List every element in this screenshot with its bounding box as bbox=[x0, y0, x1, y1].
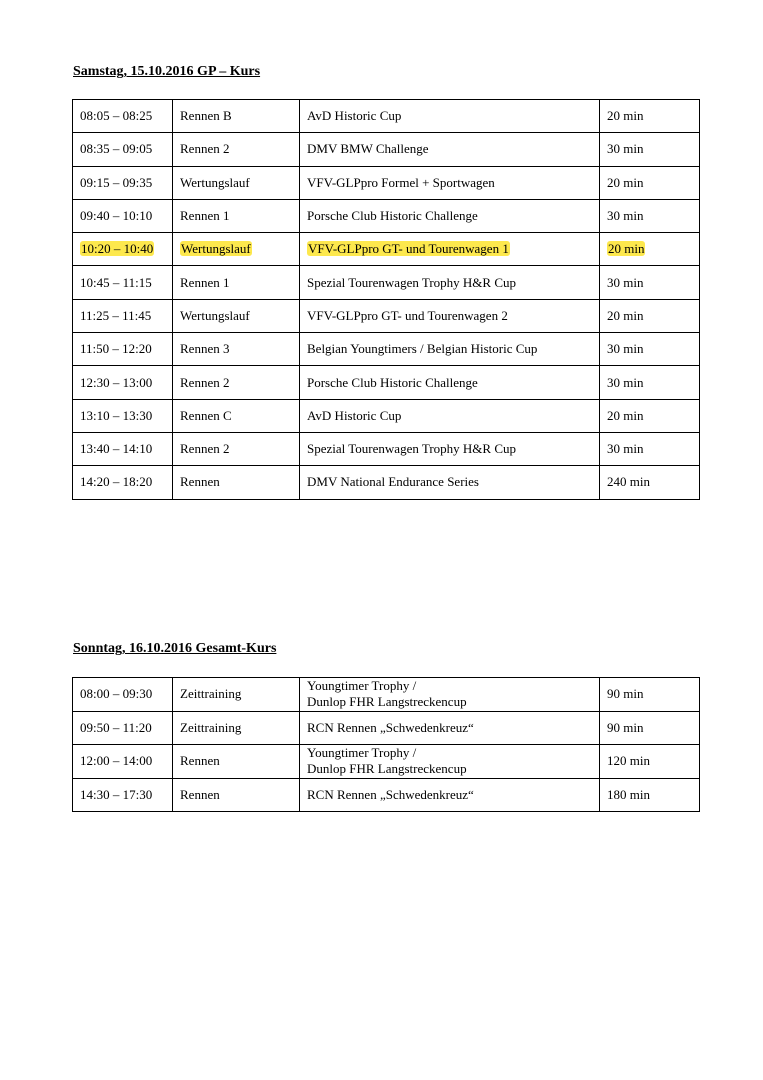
session-type-cell bbox=[173, 399, 300, 432]
time-cell bbox=[73, 399, 173, 432]
duration-cell bbox=[600, 333, 700, 366]
duration-cell-text: 30 min bbox=[607, 208, 644, 224]
session-type-cell bbox=[173, 100, 300, 133]
duration-cell bbox=[600, 711, 700, 745]
session-type-cell-text: Rennen 1 bbox=[180, 208, 230, 224]
time-cell-text: 11:25 – 11:45 bbox=[80, 307, 152, 323]
duration-cell bbox=[600, 745, 700, 779]
series-line: Youngtimer Trophy / bbox=[307, 678, 417, 694]
time-cell-text: 13:40 – 14:10 bbox=[80, 441, 153, 457]
session-type-cell bbox=[173, 711, 300, 745]
schedule-row bbox=[73, 266, 700, 299]
time-cell-text: 10:20 – 10:40 bbox=[81, 241, 154, 257]
series-cell-text: VFV-GLPpro GT- und Tourenwagen 1 bbox=[308, 241, 509, 257]
session-type-cell-text: Wertungslauf bbox=[180, 307, 250, 323]
session-type-cell-text: Rennen B bbox=[180, 108, 232, 124]
schedule-row bbox=[73, 399, 700, 432]
duration-cell bbox=[600, 199, 700, 232]
series-cell bbox=[300, 466, 600, 499]
time-cell-text: 11:50 – 12:20 bbox=[80, 341, 152, 357]
duration-cell-text: 30 min bbox=[607, 341, 644, 357]
duration-cell bbox=[600, 466, 700, 499]
series-cell bbox=[300, 366, 600, 399]
session-type-cell-text: Rennen 2 bbox=[180, 441, 230, 457]
series-cell-text: VFV-GLPpro Formel + Sportwagen bbox=[307, 174, 495, 190]
duration-cell-text: 20 min bbox=[607, 174, 644, 190]
saturday-schedule-table bbox=[72, 99, 700, 500]
duration-cell-text: 30 min bbox=[607, 441, 644, 457]
series-line: Dunlop FHR Langstreckencup bbox=[307, 761, 467, 777]
session-type-cell-text: Rennen bbox=[180, 786, 220, 802]
schedule-row bbox=[73, 133, 700, 166]
sunday-title: Sonntag, 16.10.2016 Gesamt-Kurs bbox=[73, 641, 277, 656]
duration-cell bbox=[600, 166, 700, 199]
session-type-cell-text: Rennen C bbox=[180, 407, 232, 423]
series-cell-text: Porsche Club Historic Challenge bbox=[307, 374, 478, 390]
schedule-row bbox=[73, 678, 700, 712]
series-cell-text: Porsche Club Historic Challenge bbox=[307, 208, 478, 224]
session-type-cell-text: Rennen 2 bbox=[180, 374, 230, 390]
time-cell-text: 09:50 – 11:20 bbox=[80, 719, 152, 735]
time-cell-text: 13:10 – 13:30 bbox=[80, 407, 153, 423]
session-type-cell bbox=[173, 466, 300, 499]
series-cell bbox=[300, 100, 600, 133]
duration-cell-text: 90 min bbox=[607, 686, 644, 702]
duration-cell bbox=[600, 366, 700, 399]
series-cell-text: AvD Historic Cup bbox=[307, 108, 402, 124]
duration-cell bbox=[600, 778, 700, 812]
duration-cell-text: 30 min bbox=[607, 274, 644, 290]
duration-cell bbox=[600, 266, 700, 299]
series-cell bbox=[300, 678, 600, 712]
session-type-cell bbox=[173, 266, 300, 299]
time-cell bbox=[73, 166, 173, 199]
session-type-cell-text: Rennen 1 bbox=[180, 274, 230, 290]
session-type-cell bbox=[173, 745, 300, 779]
schedule-row bbox=[73, 466, 700, 499]
duration-cell bbox=[600, 100, 700, 133]
series-cell-text: VFV-GLPpro GT- und Tourenwagen 2 bbox=[307, 307, 508, 323]
session-type-cell bbox=[173, 333, 300, 366]
series-line: RCN Rennen „Schwedenkreuz“ bbox=[307, 719, 474, 735]
session-type-cell bbox=[173, 299, 300, 332]
session-type-cell-text: Wertungslauf bbox=[181, 241, 251, 257]
schedule-row bbox=[73, 166, 700, 199]
duration-cell bbox=[600, 399, 700, 432]
session-type-cell-text: Rennen 2 bbox=[180, 141, 230, 157]
duration-cell bbox=[600, 678, 700, 712]
schedule-row bbox=[73, 711, 700, 745]
time-cell-text: 09:15 – 09:35 bbox=[80, 174, 153, 190]
series-cell bbox=[300, 166, 600, 199]
series-cell bbox=[300, 333, 600, 366]
session-type-cell bbox=[173, 233, 300, 266]
duration-cell-text: 20 min bbox=[607, 307, 644, 323]
duration-cell bbox=[600, 432, 700, 465]
series-cell-text: DMV BMW Challenge bbox=[307, 141, 429, 157]
series-cell bbox=[300, 399, 600, 432]
sunday-schedule-table bbox=[72, 677, 700, 812]
series-line: Youngtimer Trophy / bbox=[307, 745, 417, 761]
duration-cell bbox=[600, 133, 700, 166]
time-cell bbox=[73, 711, 173, 745]
time-cell-text: 08:35 – 09:05 bbox=[80, 141, 153, 157]
series-cell bbox=[300, 133, 600, 166]
session-type-cell bbox=[173, 678, 300, 712]
series-cell bbox=[300, 745, 600, 779]
schedule-row bbox=[73, 100, 700, 133]
duration-cell bbox=[600, 233, 700, 266]
time-cell-text: 12:30 – 13:00 bbox=[80, 374, 153, 390]
series-cell bbox=[300, 233, 600, 266]
duration-cell-text: 90 min bbox=[607, 719, 644, 735]
session-type-cell bbox=[173, 199, 300, 232]
schedule-row bbox=[73, 432, 700, 465]
time-cell bbox=[73, 466, 173, 499]
session-type-cell-text: Rennen bbox=[180, 474, 220, 490]
session-type-cell-text: Wertungslauf bbox=[180, 174, 250, 190]
time-cell bbox=[73, 266, 173, 299]
schedule-row bbox=[73, 366, 700, 399]
duration-cell-text: 120 min bbox=[607, 753, 650, 769]
time-cell bbox=[73, 366, 173, 399]
time-cell bbox=[73, 333, 173, 366]
time-cell-text: 08:05 – 08:25 bbox=[80, 108, 153, 124]
series-cell bbox=[300, 711, 600, 745]
duration-cell-text: 20 min bbox=[608, 241, 645, 257]
time-cell bbox=[73, 233, 173, 266]
time-cell bbox=[73, 199, 173, 232]
time-cell bbox=[73, 299, 173, 332]
duration-cell-text: 240 min bbox=[607, 474, 650, 490]
time-cell bbox=[73, 678, 173, 712]
duration-cell-text: 30 min bbox=[607, 374, 644, 390]
time-cell bbox=[73, 133, 173, 166]
time-cell-text: 14:30 – 17:30 bbox=[80, 786, 153, 802]
series-cell-text: Spezial Tourenwagen Trophy H&R Cup bbox=[307, 441, 517, 457]
series-cell bbox=[300, 266, 600, 299]
duration-cell-text: 30 min bbox=[607, 141, 644, 157]
time-cell bbox=[73, 778, 173, 812]
session-type-cell-text: Rennen 3 bbox=[180, 341, 230, 357]
series-cell-text: Belgian Youngtimers / Belgian Historic Cup bbox=[307, 341, 538, 357]
session-type-cell bbox=[173, 778, 300, 812]
time-cell-text: 14:20 – 18:20 bbox=[80, 474, 153, 490]
series-cell-text: DMV National Endurance Series bbox=[307, 474, 479, 490]
series-cell-text: AvD Historic Cup bbox=[307, 407, 402, 423]
schedule-row bbox=[73, 199, 700, 232]
time-cell-text: 12:00 – 14:00 bbox=[80, 753, 153, 769]
time-cell bbox=[73, 100, 173, 133]
session-type-cell-text: Zeittraining bbox=[180, 686, 242, 702]
session-type-cell bbox=[173, 133, 300, 166]
schedule-row bbox=[73, 745, 700, 779]
duration-cell-text: 20 min bbox=[607, 407, 644, 423]
schedule-row bbox=[73, 299, 700, 332]
time-cell bbox=[73, 745, 173, 779]
time-cell-text: 10:45 – 11:15 bbox=[80, 274, 152, 290]
series-cell-text: Spezial Tourenwagen Trophy H&R Cup bbox=[307, 274, 517, 290]
series-cell bbox=[300, 432, 600, 465]
schedule-row bbox=[73, 778, 700, 812]
session-type-cell-text: Zeittraining bbox=[180, 719, 242, 735]
series-cell bbox=[300, 199, 600, 232]
series-cell bbox=[300, 778, 600, 812]
duration-cell bbox=[600, 299, 700, 332]
time-cell-text: 08:00 – 09:30 bbox=[80, 686, 153, 702]
series-cell bbox=[300, 299, 600, 332]
duration-cell-text: 20 min bbox=[607, 108, 644, 124]
session-type-cell bbox=[173, 166, 300, 199]
schedule-row bbox=[73, 333, 700, 366]
schedule-row bbox=[73, 233, 700, 266]
session-type-cell-text: Rennen bbox=[180, 753, 220, 769]
duration-cell-text: 180 min bbox=[607, 786, 650, 802]
series-line: RCN Rennen „Schwedenkreuz“ bbox=[307, 786, 474, 802]
time-cell-text: 09:40 – 10:10 bbox=[80, 208, 153, 224]
time-cell bbox=[73, 432, 173, 465]
series-line: Dunlop FHR Langstreckencup bbox=[307, 694, 467, 710]
session-type-cell bbox=[173, 432, 300, 465]
saturday-title: Samstag, 15.10.2016 GP – Kurs bbox=[73, 64, 261, 79]
session-type-cell bbox=[173, 366, 300, 399]
